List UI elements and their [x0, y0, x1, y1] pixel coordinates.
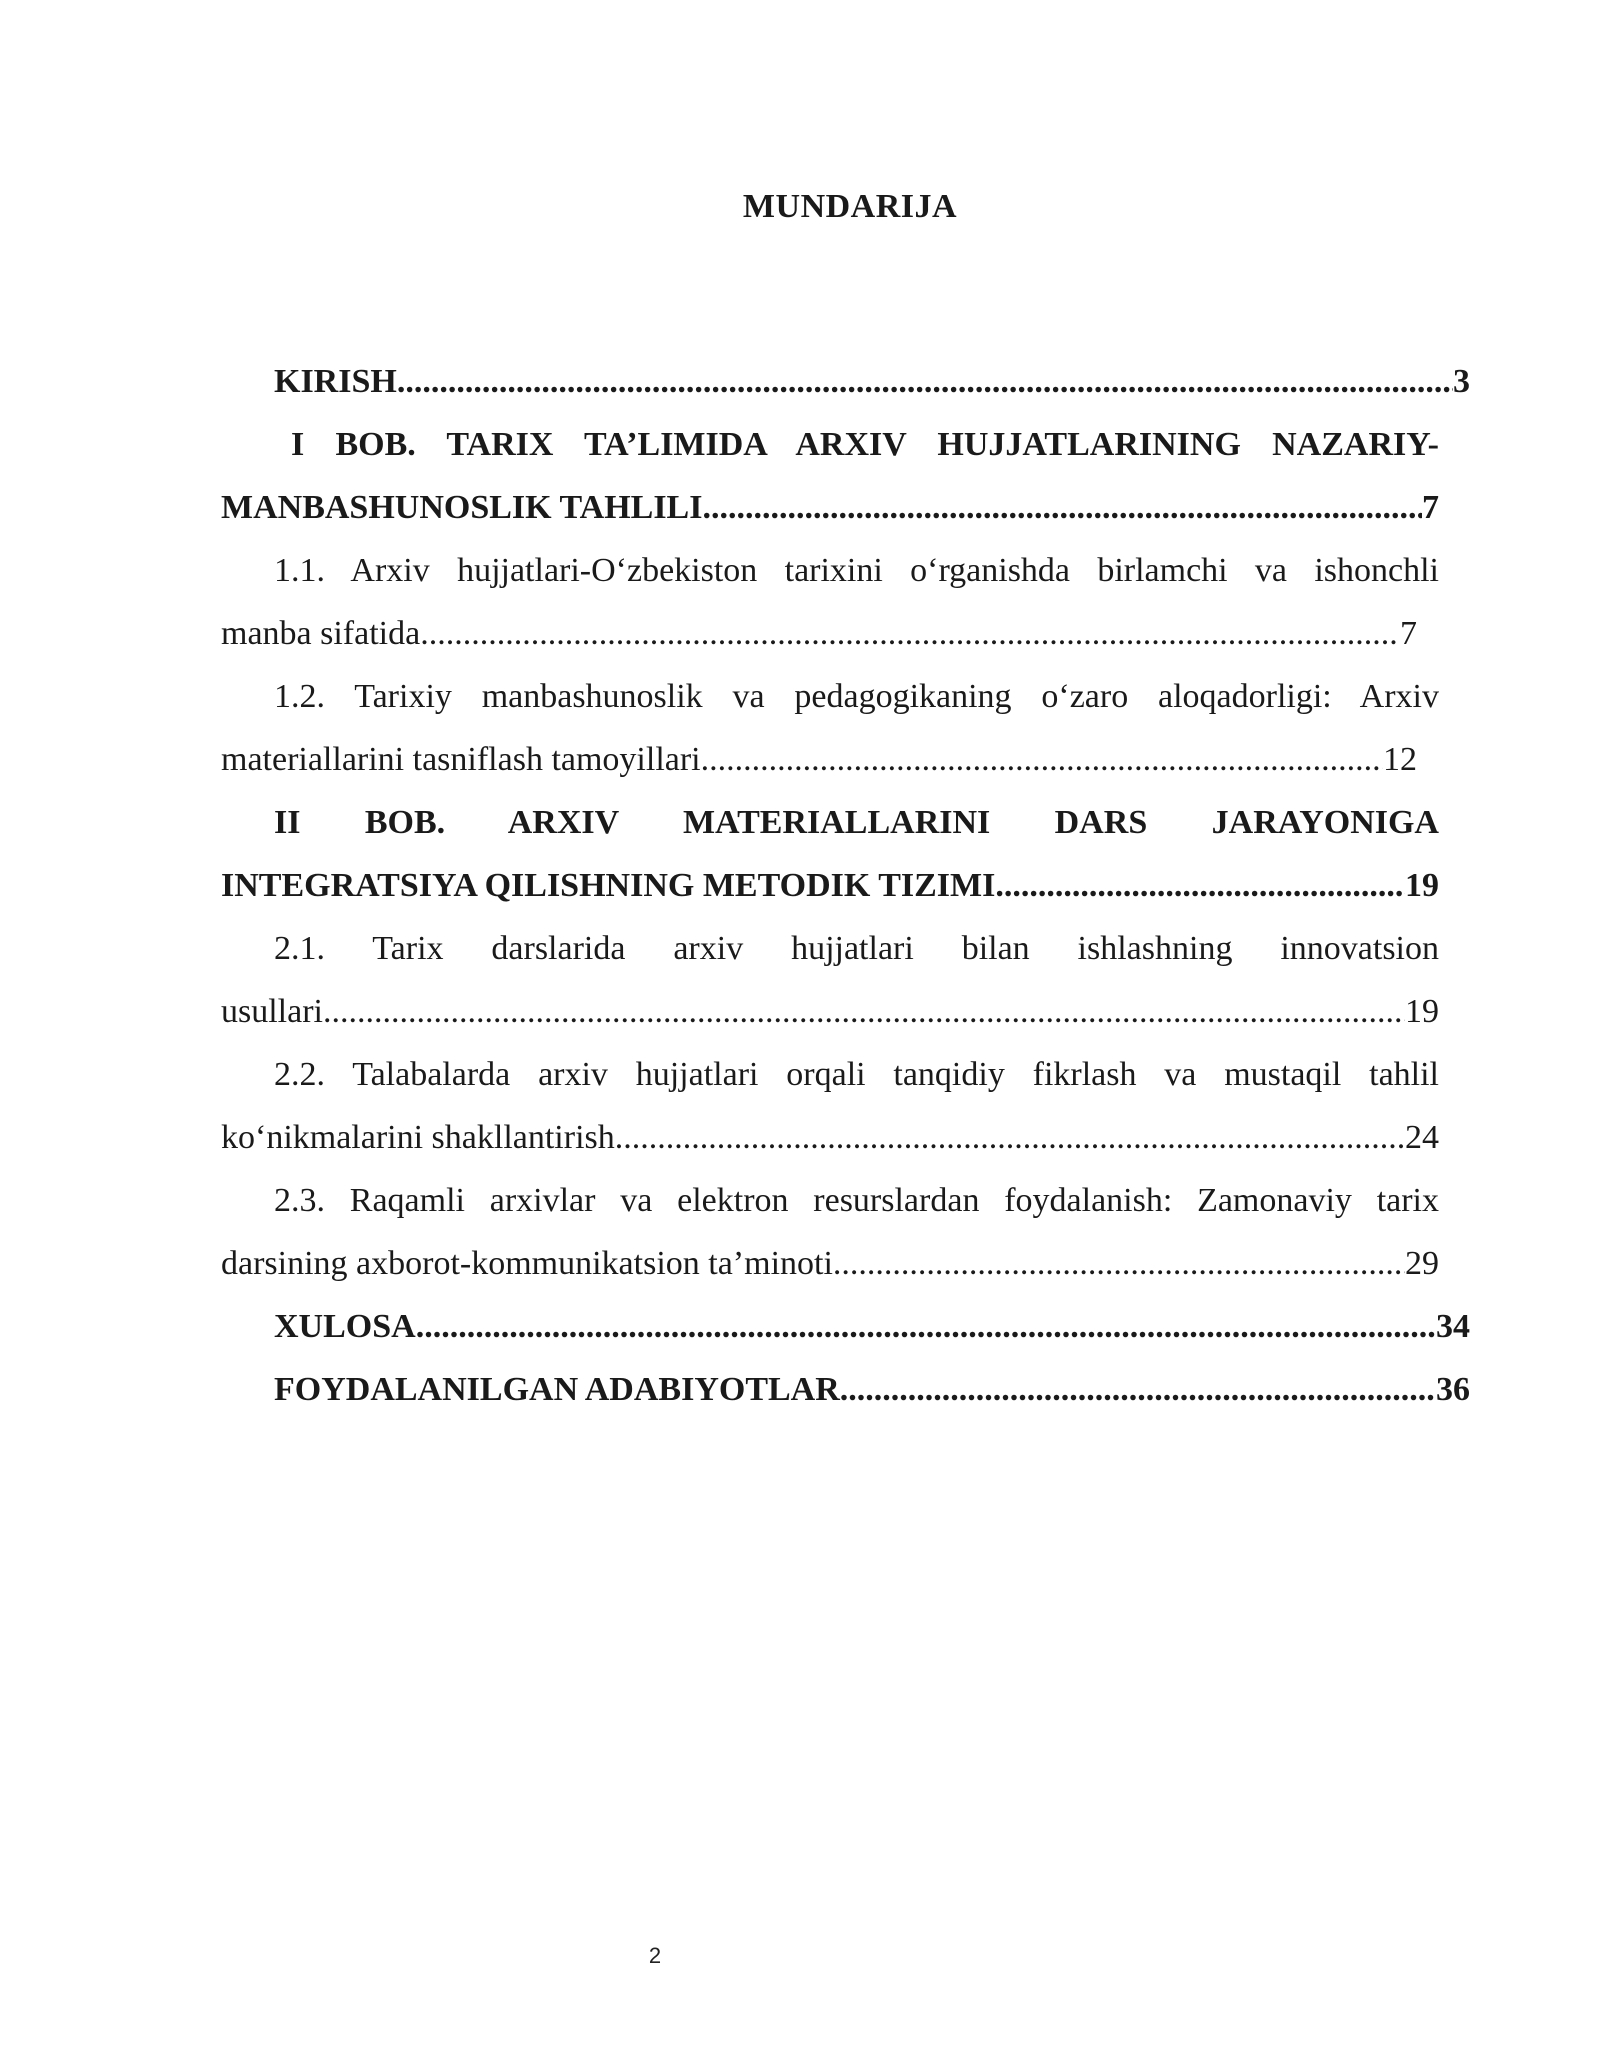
toc-entry-2-2-line1[interactable]: 2.2. Talabalarda arxiv hujjatlari orqali tanqidiy fikrlash va mustaqil tahlil	[274, 1056, 1439, 1093]
dot-leader	[709, 728, 1383, 791]
toc-page-number: 24	[1405, 1119, 1439, 1156]
toc-entry-label: INTEGRATSIYA QILISHNING METODIK TIZIMI	[221, 867, 996, 904]
toc-entry-2-3[interactable]	[221, 1232, 1439, 1295]
toc-page-number: 19	[1405, 867, 1439, 904]
page-number: 2	[648, 1943, 662, 1968]
toc-entry-1-1-line1[interactable]: 1.1. Arxiv hujjatlari-O‘zbekiston tarixini o‘rganishda birlamchi va ishonchli	[274, 552, 1439, 589]
toc-entry-adabiyotlar[interactable]	[221, 1358, 1470, 1421]
dot-leader	[323, 980, 1405, 1043]
toc-entry-2-3-line1[interactable]: 2.3. Raqamli arxivlar va elektron resurslardan foydalanish: Zamonaviy tarix	[274, 1182, 1439, 1219]
toc-page-number: 12	[1383, 741, 1417, 778]
dot-leader	[840, 1358, 1436, 1421]
toc-entry-2-1[interactable]	[221, 980, 1439, 1043]
toc-entry-2-2[interactable]	[221, 1106, 1439, 1169]
toc-entry-label: KIRISH	[274, 363, 397, 400]
toc-entry-label: XULOSA	[274, 1308, 416, 1345]
toc-entry-label: materiallarini tasniflash tamoyillari.	[221, 741, 710, 778]
toc-entry-xulosa[interactable]	[221, 1295, 1470, 1358]
dot-leader	[420, 602, 1400, 665]
toc-entry-bob1[interactable]	[221, 476, 1439, 539]
dot-leader	[416, 1295, 1436, 1358]
toc-page-number: 34	[1436, 1308, 1470, 1345]
toc-entry-bob2[interactable]	[221, 854, 1439, 917]
toc-entry-label: ko‘nikmalarini shakllantirish	[221, 1119, 615, 1156]
toc-entry-bob2-line1[interactable]: II BOB. ARXIV MATERIALLARINI DARS JARAYONIGA	[274, 804, 1439, 841]
toc-page-number: 29	[1405, 1245, 1439, 1282]
toc-entry-label: FOYDALANILGAN ADABIYOTLAR	[274, 1371, 840, 1408]
toc-entry-1-2-line1[interactable]: 1.2. Tarixiy manbashunoslik va pedagogikaning o‘zaro aloqadorligi: Arxiv	[274, 678, 1439, 715]
dot-leader	[615, 1106, 1405, 1169]
table-of-contents	[221, 350, 1470, 1421]
dot-leader	[833, 1232, 1405, 1295]
toc-entry-label: usullari	[221, 993, 323, 1030]
dot-leader	[702, 476, 1422, 539]
page-title: MUNDARIJA	[742, 188, 958, 225]
toc-page-number: 19	[1405, 993, 1439, 1030]
dot-leader	[995, 854, 1405, 917]
toc-page-number: 3	[1453, 363, 1470, 400]
toc-page-number: 36	[1436, 1371, 1470, 1408]
toc-entry-1-2[interactable]	[221, 728, 1417, 791]
dot-leader	[397, 350, 1453, 413]
toc-page-number: 7	[1400, 615, 1417, 652]
toc-entry-label: manba sifatida	[221, 615, 421, 652]
toc-page-number: 7	[1422, 489, 1439, 526]
toc-entry-label: MANBASHUNOSLIK TAHLILI	[221, 489, 703, 526]
toc-entry-2-1-line1[interactable]: 2.1. Tarix darslarida arxiv hujjatlari bilan ishlashning innovatsion	[274, 930, 1439, 967]
toc-entry-label: darsining axborot-kommunikatsion ta’minoti	[221, 1245, 833, 1282]
toc-entry-kirish[interactable]	[221, 350, 1470, 413]
toc-entry-bob1-line1[interactable]: I BOB. TARIX TA’LIMIDA ARXIV HUJJATLARINING NAZARIY-	[291, 426, 1439, 463]
toc-entry-1-1[interactable]	[221, 602, 1417, 665]
